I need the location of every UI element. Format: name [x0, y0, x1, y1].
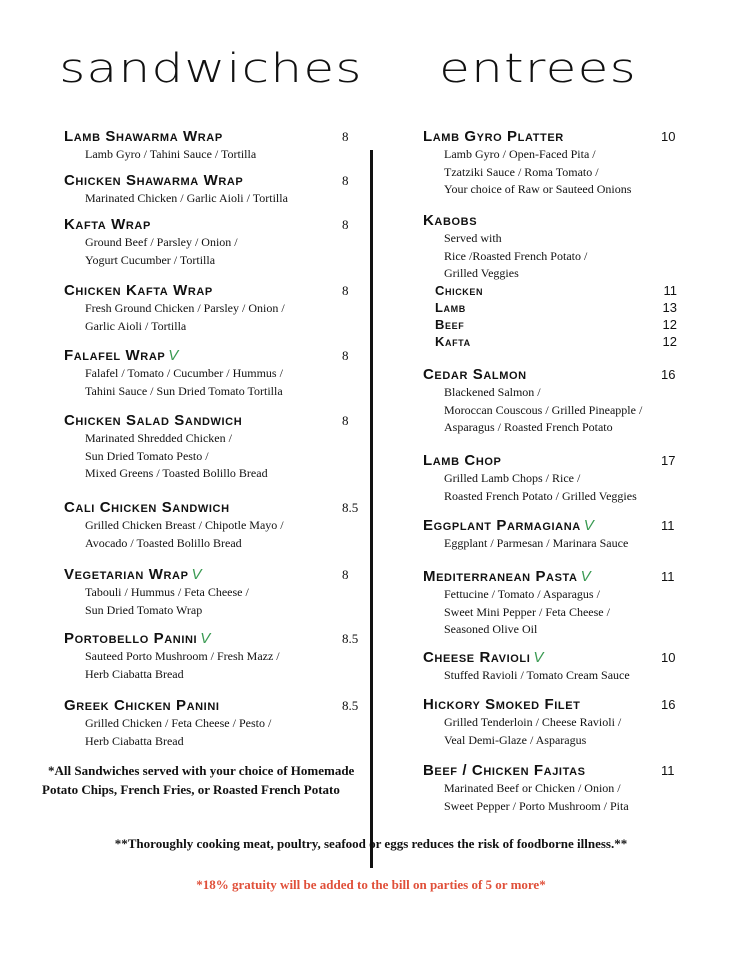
sandwich-item-price: 8: [342, 413, 349, 428]
kabob-option-name: Beef: [435, 317, 465, 332]
entree-name-text: Cheese Ravioli: [423, 649, 531, 666]
entree-item-price: 10: [661, 650, 676, 665]
vegetarian-check-icon: V: [191, 566, 203, 583]
sandwich-item-name: [64, 216, 238, 234]
sandwich-name-text: Chicken Kafta Wrap: [64, 282, 213, 299]
entree-item-description: Stuffed Ravioli / Tomato Cream Sauce: [444, 668, 630, 682]
entree-item-description: Asparagus / Roasted French Potato: [444, 420, 613, 434]
sandwich-name-text: Kafta Wrap: [64, 216, 151, 233]
sandwich-item-price: 8.5: [342, 500, 359, 515]
entree-item-price: 17: [661, 453, 676, 468]
entree-item-description: Lamb Gyro / Open-Faced Pita /: [444, 147, 596, 161]
entree-item: [423, 452, 676, 505]
entree-item-name: [423, 568, 610, 586]
sandwich-item: [64, 172, 349, 208]
entree-item: [423, 762, 675, 815]
vegetarian-check-icon: V: [580, 568, 592, 585]
sandwich-item-description: Fresh Ground Chicken / Parsley / Onion /: [85, 301, 285, 315]
sandwich-note-line-1: *All Sandwiches served with your choice of Homemade: [48, 763, 355, 778]
vegetarian-check-icon: V: [583, 517, 595, 534]
sandwich-item: [64, 347, 349, 400]
entree-item-name: [423, 649, 630, 667]
sandwich-item-description: Tahini Sauce / Sun Dried Tomato Tortilla: [85, 383, 283, 398]
kabob-option: [435, 333, 677, 350]
sandwich-item-name: [64, 282, 285, 300]
sandwich-item-price: 8.5: [342, 631, 359, 646]
entree-item-name: [423, 517, 628, 535]
kabob-option-name: Chicken: [435, 283, 484, 298]
kabob-option: [435, 316, 677, 333]
sandwich-item-name: [64, 697, 271, 715]
entree-item: [423, 366, 676, 437]
entree-item-price: 11: [661, 569, 675, 584]
kabob-option-name: Kafta: [435, 334, 471, 349]
entrees-heading: entrees: [439, 46, 637, 92]
sandwich-item: [64, 499, 359, 552]
entree-name-text: Beef / Chicken Fajitas: [423, 762, 586, 779]
sandwich-item-description: Mixed Greens / Toasted Bolillo Bread: [85, 466, 268, 480]
entree-item-price: 10: [661, 129, 676, 144]
entree-item-name: [423, 696, 621, 714]
entree-item-name: [423, 452, 637, 470]
sandwich-item-description: Garlic Aioli / Tortilla: [85, 318, 187, 333]
entree-name-text: Eggplant Parmagiana: [423, 517, 581, 534]
sandwich-item: [64, 282, 349, 335]
entree-item: [423, 696, 676, 749]
sandwich-name-text: Chicken Shawarma Wrap: [64, 172, 244, 189]
sandwich-item-description: Sauteed Porto Mushroom / Fresh Mazz /: [85, 649, 280, 663]
vegetarian-check-icon: V: [200, 630, 211, 647]
sandwich-item: [64, 128, 349, 164]
entree-item-description: Served with: [444, 231, 502, 245]
sandwich-item-description: Falafel / Tomato / Cucumber / Hummus /: [85, 366, 283, 380]
entree-item: [423, 649, 676, 685]
sandwich-item-description: Tabouli / Hummus / Feta Cheese /: [85, 585, 249, 599]
vegetarian-check-icon: V: [168, 347, 179, 364]
sandwich-item-price: 8: [342, 348, 349, 363]
entree-item-description: Rice /Roasted French Potato /: [444, 248, 588, 263]
kabob-option: [435, 299, 677, 316]
sandwich-item-description: Grilled Chicken / Feta Cheese / Pesto /: [85, 716, 272, 730]
entree-item-price: 16: [661, 367, 676, 382]
sandwich-item: [64, 566, 349, 619]
sandwich-item-price: 8: [342, 283, 349, 298]
sandwich-item: [64, 216, 349, 269]
sandwich-item-description: Yogurt Cucumber / Tortilla: [85, 252, 216, 267]
sandwich-name-text: Falafel Wrap: [64, 347, 166, 364]
entree-item: [423, 128, 676, 199]
entree-item-description: Moroccan Couscous / Grilled Pineapple /: [444, 402, 643, 417]
sandwich-item-name: [64, 499, 284, 517]
column-divider: [370, 150, 373, 868]
entree-name-text: Mediterranean Pasta: [423, 568, 578, 585]
sandwich-name-text: Portobello Panini: [64, 630, 198, 647]
entree-name-text: Lamb Gyro Platter: [423, 128, 564, 145]
sandwich-item-description: Marinated Chicken / Garlic Aioli / Tortilla: [85, 191, 288, 205]
sandwich-item-price: 8.5: [342, 698, 359, 713]
sandwich-item-price: 8: [342, 173, 349, 188]
sandwich-item-name: [64, 128, 256, 146]
kabob-option-price: 11: [663, 283, 677, 298]
sandwich-name-text: Lamb Shawarma Wrap: [64, 128, 223, 145]
kabob-option-price: 12: [662, 334, 677, 349]
entree-item-name: [423, 762, 629, 780]
entree-item-name: [423, 366, 642, 384]
sandwich-item-name: [64, 347, 283, 365]
vegetarian-check-icon: V: [533, 649, 544, 666]
sandwich-name-text: Chicken Salad Sandwich: [64, 412, 243, 429]
entree-item-description: Eggplant / Parmesan / Marinara Sauce: [444, 536, 629, 550]
entree-item-description: Grilled Veggies: [444, 266, 519, 280]
kabob-option-name: Lamb: [435, 300, 466, 315]
entree-name-text: Hickory Smoked Filet: [423, 696, 581, 713]
entree-item-description: Marinated Beef or Chicken / Onion /: [444, 781, 621, 795]
entree-name-text: Cedar Salmon: [423, 366, 527, 383]
entree-item-description: Tzatziki Sauce / Roma Tomato /: [444, 164, 599, 179]
entree-item: [423, 517, 675, 553]
entree-item-description: Blackened Salmon /: [444, 385, 541, 399]
sandwich-item: [64, 412, 349, 483]
sandwich-item: [64, 697, 359, 750]
sandwich-item-price: 8: [342, 567, 349, 582]
sandwich-item-name: [64, 630, 280, 648]
food-safety-warning: **Thoroughly cooking meat, poultry, seafood or eggs reduces the risk of foodborne illness.**: [114, 836, 628, 851]
sandwich-item-description: Ground Beef / Parsley / Onion /: [85, 235, 238, 249]
entree-item-description: Grilled Tenderloin / Cheese Ravioli /: [444, 715, 622, 729]
entree-item-description: Your choice of Raw or Sauteed Onions: [444, 182, 632, 196]
sandwich-item-description: Grilled Chicken Breast / Chipotle Mayo /: [85, 518, 284, 532]
sandwich-item-price: 8: [342, 217, 349, 232]
kabob-option-price: 12: [662, 317, 677, 332]
entree-name-text: Kabobs: [423, 212, 478, 229]
sandwich-item-description: Herb Ciabatta Bread: [85, 733, 184, 748]
sandwich-item: [64, 630, 359, 683]
sandwich-item-description: Herb Ciabatta Bread: [85, 666, 184, 681]
entree-item-description: Veal Demi-Glaze / Asparagus: [444, 732, 587, 747]
sandwich-item-price: 8: [342, 129, 349, 144]
sandwich-name-text: Vegetarian Wrap: [64, 566, 189, 583]
sandwich-note-line-2: Potato Chips, French Fries, or Roasted French Potato: [42, 782, 340, 797]
sandwich-item-description: Marinated Shredded Chicken /: [85, 431, 232, 445]
entree-item-description: Seasoned Olive Oil: [444, 622, 538, 636]
sandwich-name-text: Greek Chicken Panini: [64, 697, 220, 714]
entree-item-description: Sweet Mini Pepper / Feta Cheese /: [444, 604, 610, 619]
sandwiches-heading: sandwiches: [59, 46, 363, 92]
entree-item-description: Fettucine / Tomato / Asparagus /: [444, 587, 600, 601]
sandwich-item-name: [64, 172, 288, 190]
entree-item-price: 16: [661, 697, 676, 712]
entree-name-text: Lamb Chop: [423, 452, 502, 469]
sandwich-name-text: Cali Chicken Sandwich: [64, 499, 230, 516]
entree-item-name: [423, 128, 631, 146]
sandwich-item-description: Lamb Gyro / Tahini Sauce / Tortilla: [85, 147, 257, 161]
kabob-option-price: 13: [662, 300, 677, 315]
sandwich-item-description: Sun Dried Tomato Wrap: [85, 602, 203, 617]
entree-item-description: Grilled Lamb Chops / Rice /: [444, 471, 581, 485]
gratuity-notice: *18% gratuity will be added to the bill on parties of 5 or more*: [196, 877, 546, 892]
sandwich-item-name: [64, 566, 249, 584]
entree-item-price: 11: [661, 763, 675, 778]
entree-item-name: [423, 212, 587, 230]
kabob-option: [435, 282, 677, 299]
entree-item-price: 11: [661, 518, 675, 533]
sandwich-item-name: [64, 412, 268, 430]
sandwich-item-description: Sun Dried Tomato Pesto /: [85, 448, 209, 463]
entree-item: [423, 212, 587, 283]
sandwich-item-description: Avocado / Toasted Bolillo Bread: [85, 535, 242, 550]
entree-item-description: Roasted French Potato / Grilled Veggies: [444, 488, 637, 503]
entree-item-description: Sweet Pepper / Porto Mushroom / Pita: [444, 798, 629, 813]
entree-item: [423, 568, 675, 639]
